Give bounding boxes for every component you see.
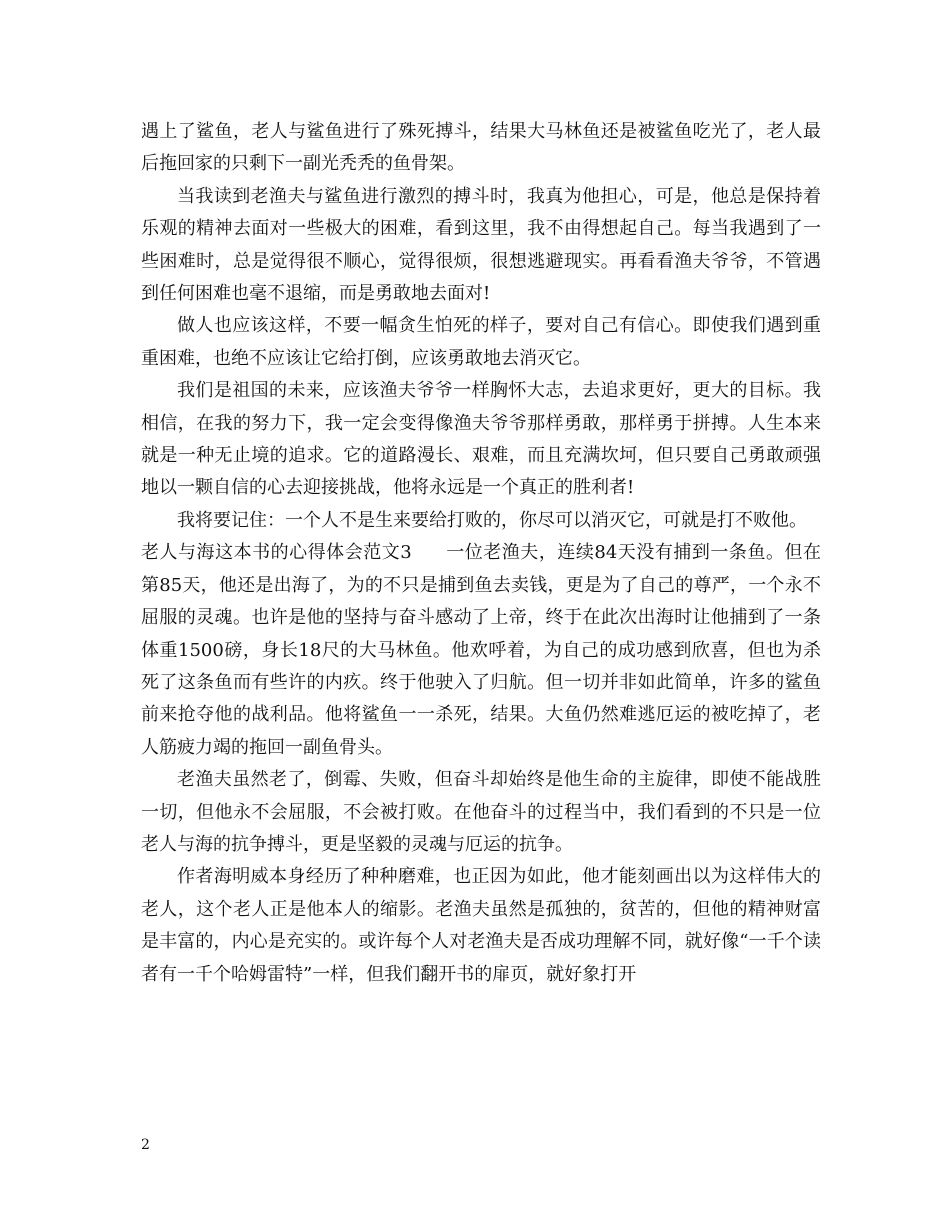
section-paragraph-1-text: 一位老渔夫，连续84天没有捕到一条鱼。但在第85天，他还是出海了，为的不只是捕到鱼去卖钱，更是为了自己的尊严，一个永不屈服的灵魂。也许是他的坚持与奋斗感动了上帝，终于在此次出海时让他捕到了一条体重1500磅，身长18尺的大马林鱼。他欢呼着，为自己的成功感到欣喜，但也为杀死了这条鱼而有些许的内疚。终于他驶入了归航。但一切并非如此简单，许多的鲨鱼前来抢夺他的战利品。他将鲨鱼一一杀死，结果。大鱼仍然难逃厄运的被吃掉了，老人筋疲力竭的拖回一副鱼骨头。 [141, 542, 821, 758]
paragraph-1: 遇上了鲨鱼，老人与鲨鱼进行了殊死搏斗，结果大马林鱼还是被鲨鱼吃光了，老人最后拖回家的只剩下一副光秃秃的鱼骨架。 [141, 121, 821, 175]
section-title: 老人与海这本书的心得体会范文3 [141, 542, 412, 564]
paragraph-3: 做人也应该这样，不要一幅贪生怕死的样子，要对自己有信心。即使我们遇到重重困难，也绝不应该让它给打倒，应该勇敢地去消灭它。 [141, 315, 821, 369]
section-paragraph-1 [141, 537, 821, 764]
section-paragraph-2: 老渔夫虽然老了，倒霉、失败，但奋斗却始终是他生命的主旋律，即使不能战胜一切，但他永不会屈服，不会被打败。在他奋斗的过程当中，我们看到的不只是一位老人与海的抗争搏斗，更是坚毅的灵魂与厄运的抗争。 [141, 769, 821, 855]
document-body [141, 116, 821, 991]
page-number: 2 [141, 1137, 150, 1153]
section-paragraph-3: 作者海明威本身经历了种种磨难，也正因为如此，他才能刻画出以为这样伟大的老人，这个老人正是他本人的缩影。老渔夫虽然是孤独的，贫苦的，但他的精神财富是丰富的，内心是充实的。或许每个人对老渔夫是否成功理解不同，就好像“一千个读者有一千个哈姆雷特”一样，但我们翻开书的扉页，就好象打开 [141, 866, 821, 985]
paragraph-4: 我们是祖国的未来，应该渔夫爷爷一样胸怀大志，去追求更好，更大的目标。我相信，在我的努力下，我一定会变得像渔夫爷爷那样勇敢，那样勇于拼搏。人生本来就是一种无止境的追求。它的道路漫长、艰难，而且充满坎坷，但只要自己勇敢顽强地以一颗自信的心去迎接挑战，他将永远是一个真正的胜利者! [141, 380, 821, 499]
paragraph-5: 我将要记住：一个人不是生来要给打败的，你尽可以消灭它，可就是打不败他。 [177, 509, 807, 531]
paragraph-2: 当我读到老渔夫与鲨鱼进行激烈的搏斗时，我真为他担心，可是，他总是保持着乐观的精神去面对一些极大的困难，看到这里，我不由得想起自己。每当我遇到了一些困难时，总是觉得很不顺心，觉得很烦，很想逃避现实。再看看渔夫爷爷，不管遇到任何困难也毫不退缩，而是勇敢地去面对! [141, 185, 821, 305]
